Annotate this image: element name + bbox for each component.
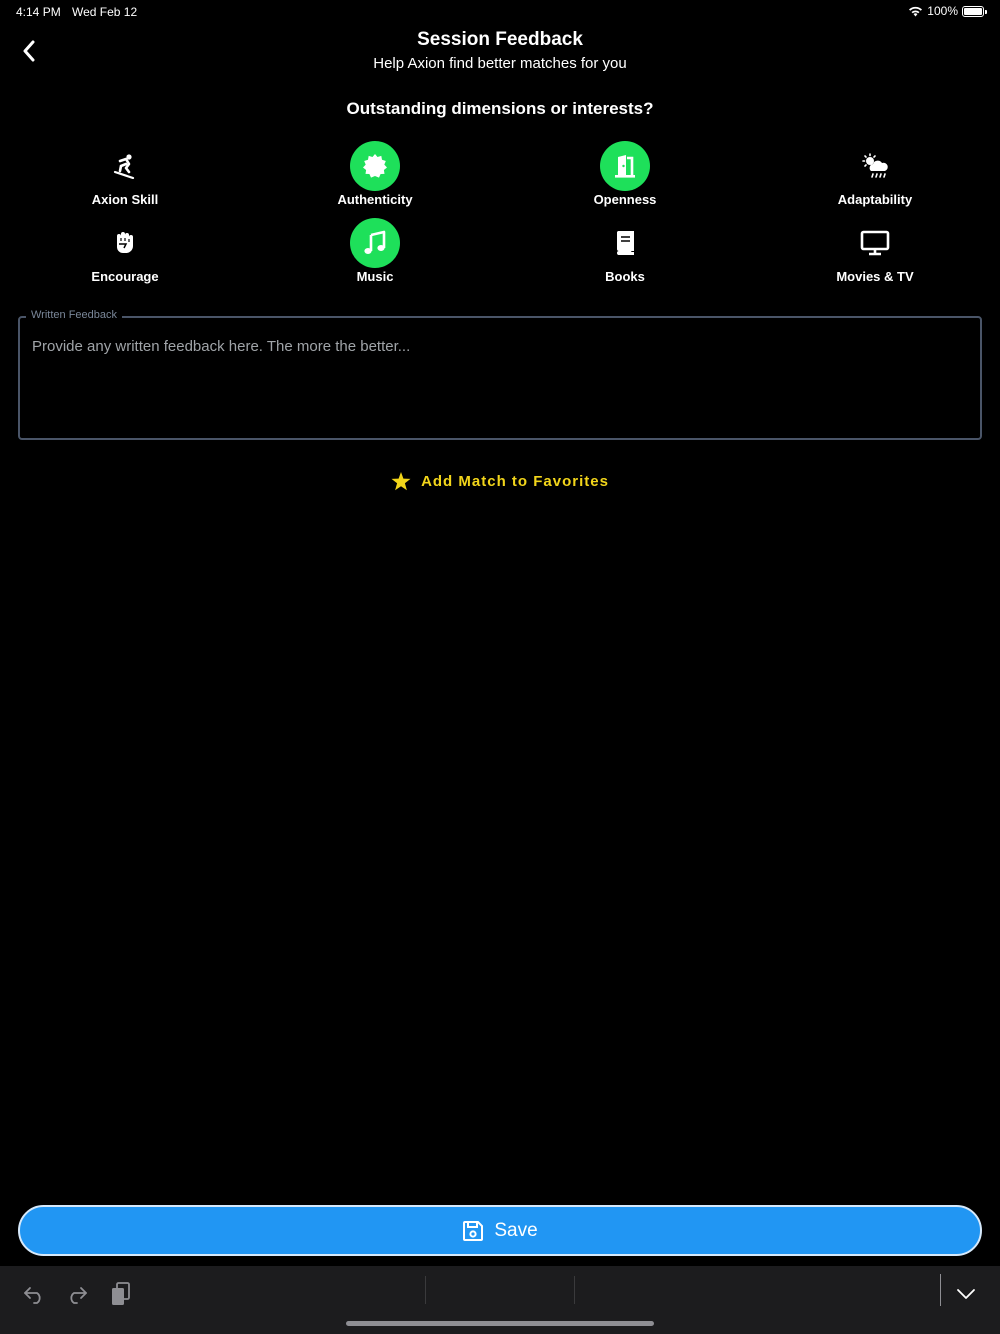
tag-label: Openness: [593, 192, 657, 207]
toolbar-divider: [425, 1276, 426, 1304]
tag-encourage[interactable]: [25, 218, 225, 288]
tag-label: Axion Skill: [91, 192, 159, 207]
status-time: 4:14 PM: [16, 5, 61, 19]
cloud-sun-rain-icon: [850, 141, 900, 191]
written-feedback-legend: Written Feedback: [26, 309, 122, 321]
tag-axion-skill[interactable]: [25, 141, 225, 211]
redo-icon: [66, 1284, 88, 1304]
door-open-icon: [600, 141, 650, 191]
battery-percent: 100%: [927, 4, 958, 18]
tag-books[interactable]: [525, 218, 725, 288]
page-subtitle: Help Axion find better matches for you: [373, 55, 627, 72]
status-bar: [0, 0, 1000, 24]
save-button[interactable]: [18, 1205, 982, 1256]
music-icon: [350, 218, 400, 268]
section-title: Outstanding dimensions or interests?: [346, 99, 654, 118]
undo-button[interactable]: [16, 1276, 52, 1312]
written-feedback-input[interactable]: [30, 336, 964, 430]
undo-icon: [23, 1284, 45, 1304]
tag-music[interactable]: [275, 218, 475, 288]
tag-label: Movies & TV: [836, 269, 914, 284]
written-feedback-field: [18, 309, 982, 440]
toolbar-divider: [574, 1276, 575, 1304]
tag-openness[interactable]: [525, 141, 725, 211]
fist-icon: [100, 218, 150, 268]
add-to-favorites-label: Add Match to Favorites: [421, 473, 609, 490]
tag-label: Adaptability: [837, 192, 913, 207]
status-date: Wed Feb 12: [72, 5, 138, 19]
tag-adaptability[interactable]: [775, 141, 975, 211]
tv-icon: [850, 218, 900, 268]
battery-level: [964, 8, 982, 15]
dismiss-keyboard-button[interactable]: [948, 1276, 984, 1312]
chevron-down-icon: [956, 1288, 976, 1300]
wifi-icon: [908, 6, 923, 17]
save-label: Save: [494, 1219, 538, 1241]
home-indicator[interactable]: [346, 1321, 654, 1326]
tag-label: Encourage: [91, 269, 159, 284]
tag-movies-tv[interactable]: [775, 218, 975, 288]
page-title: Session Feedback: [417, 29, 583, 50]
tag-authenticity[interactable]: [275, 141, 475, 211]
tag-label: Books: [605, 269, 645, 284]
status-indicators: [908, 4, 984, 18]
paste-button[interactable]: [103, 1276, 139, 1312]
star-icon: [391, 472, 411, 491]
tag-label: Music: [356, 269, 394, 284]
tag-label: Authenticity: [337, 192, 413, 207]
battery-icon: [962, 6, 984, 17]
book-icon: [600, 218, 650, 268]
toolbar-divider: [940, 1274, 941, 1306]
certificate-icon: [350, 141, 400, 191]
clipboard-icon: [110, 1281, 132, 1307]
save-icon: [462, 1220, 484, 1242]
add-to-favorites-button[interactable]: [0, 472, 1000, 491]
redo-button[interactable]: [59, 1276, 95, 1312]
snowboarder-icon: [100, 141, 150, 191]
